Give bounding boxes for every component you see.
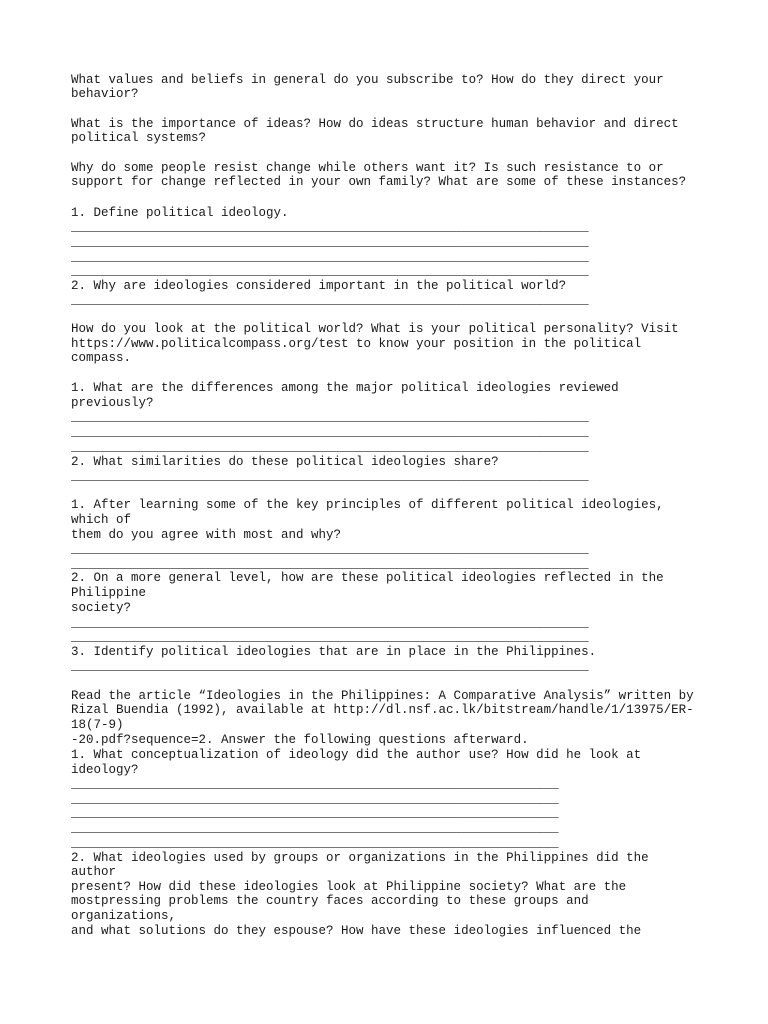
- question-similarities: 2. What similarities do these political ideologies share?: [71, 455, 499, 469]
- prompt-resist-change-cont: support for change reflected in your own family? What are some of these instances?: [71, 175, 687, 189]
- answer-blank-line: _____________________________________________________________________: [71, 410, 589, 424]
- answer-blank-line: _____________________________________________________________________: [71, 235, 589, 249]
- prompt-importance-ideas-cont: political systems?: [71, 131, 207, 145]
- question-agree-most-cont: which of: [71, 513, 132, 527]
- question-ideologies-groups-cont: mostpressing problems the country faces according to these groups and: [71, 894, 589, 908]
- answer-blank-line: _________________________________________________________________: [71, 792, 559, 806]
- prompt-values-beliefs-cont: behavior?: [71, 87, 139, 101]
- prompt-values-beliefs: What values and beliefs in general do you subscribe to? How do they direct your: [71, 73, 664, 87]
- question-conceptualization: 1. What conceptualization of ideology did the author use? How did he look at: [71, 748, 642, 762]
- answer-blank-line: _____________________________________________________________________: [71, 469, 589, 483]
- answer-blank-line: _____________________________________________________________________: [71, 220, 589, 234]
- answer-blank-line: _____________________________________________________________________: [71, 659, 589, 673]
- answer-blank-line: _________________________________________________________________: [71, 806, 559, 820]
- answer-blank-line: _____________________________________________________________________: [71, 264, 589, 278]
- question-reflected-society: 2. On a more general level, how are these political ideologies reflected in the: [71, 571, 664, 585]
- prompt-read-article-cont: -20.pdf?sequence=2. Answer the following questions afterward.: [71, 733, 529, 747]
- question-differences: 1. What are the differences among the major political ideologies reviewed: [71, 381, 619, 395]
- prompt-resist-change: Why do some people resist change while others want it? Is such resistance to or: [71, 161, 664, 175]
- question-ideologies-groups-cont: author: [71, 865, 117, 879]
- answer-blank-line: _____________________________________________________________________: [71, 630, 589, 644]
- question-define-ideology: 1. Define political ideology.: [71, 206, 289, 220]
- question-reflected-society-cont: society?: [71, 601, 132, 615]
- question-ideologies-groups-cont: and what solutions do they espouse? How have these ideologies influenced the: [71, 924, 642, 938]
- question-ideologies-important: 2. Why are ideologies considered important in the political world?: [71, 279, 567, 293]
- answer-blank-line: _____________________________________________________________________: [71, 440, 589, 454]
- question-ideologies-groups-cont: organizations,: [71, 909, 177, 923]
- question-conceptualization-cont: ideology?: [71, 763, 139, 777]
- answer-blank-line: _____________________________________________________________________: [71, 616, 589, 630]
- answer-blank-line: _________________________________________________________________: [71, 777, 559, 791]
- question-differences-cont: previously?: [71, 396, 154, 410]
- question-agree-most: 1. After learning some of the key principles of different political ideologies,: [71, 498, 664, 512]
- prompt-importance-ideas: What is the importance of ideas? How do ideas structure human behavior and direct: [71, 117, 679, 131]
- answer-blank-line: _____________________________________________________________________: [71, 542, 589, 556]
- question-agree-most-cont: them do you agree with most and why?: [71, 528, 342, 542]
- answer-blank-line: _________________________________________________________________: [71, 836, 559, 850]
- question-reflected-society-cont: Philippine: [71, 586, 147, 600]
- prompt-political-world: How do you look at the political world? What is your political personality? Visit: [71, 322, 679, 336]
- question-ideologies-groups-cont: present? How did these ideologies look at Philippine society? What are the: [71, 880, 627, 894]
- prompt-read-article: Read the article “Ideologies in the Philippines: A Comparative Analysis” written by: [71, 689, 694, 703]
- question-ideologies-groups: 2. What ideologies used by groups or organizations in the Philippines did the: [71, 851, 649, 865]
- prompt-political-world-url: https://www.politicalcompass.org/test to know your position in the political: [71, 337, 642, 351]
- answer-blank-line: _________________________________________________________________: [71, 821, 559, 835]
- answer-blank-line: _____________________________________________________________________: [71, 425, 589, 439]
- answer-blank-line: _____________________________________________________________________: [71, 557, 589, 571]
- prompt-read-article-url: Rizal Buendia (1992), available at http://dl.nsf.ac.lk/bitstream/handle/1/13975/ER-: [71, 703, 694, 717]
- answer-blank-line: _____________________________________________________________________: [71, 293, 589, 307]
- prompt-political-world-cont: compass.: [71, 351, 132, 365]
- answer-blank-line: _____________________________________________________________________: [71, 250, 589, 264]
- question-identify-ideologies: 3. Identify political ideologies that are in place in the Philippines.: [71, 645, 597, 659]
- prompt-read-article-cont: 18(7-9): [71, 718, 124, 732]
